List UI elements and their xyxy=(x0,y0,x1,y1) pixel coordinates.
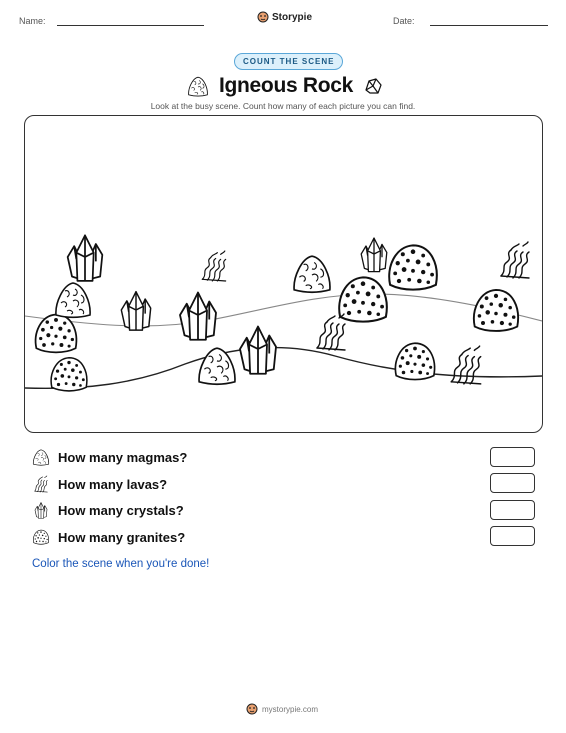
storypie-icon xyxy=(246,703,258,715)
footer xyxy=(246,703,318,715)
answer-box-crystals[interactable] xyxy=(490,500,535,520)
footer-url[interactable]: mystorypie.com xyxy=(262,704,319,714)
color-instruction: Color the scene when you're done! xyxy=(32,558,210,570)
question-text: How many crystals? xyxy=(58,502,184,518)
name-line[interactable] xyxy=(57,25,204,26)
storypie-icon xyxy=(257,11,269,23)
busy-scene xyxy=(24,115,543,433)
question-lavas xyxy=(32,475,167,493)
question-magmas xyxy=(32,448,187,466)
rock-icon xyxy=(363,76,383,96)
granite-icon xyxy=(32,528,50,546)
brand-logo xyxy=(257,11,312,23)
question-crystals xyxy=(32,501,184,519)
answer-box-magmas[interactable] xyxy=(490,447,535,467)
title-row xyxy=(185,73,385,99)
question-granites xyxy=(32,528,185,546)
page-title: Igneous Rock xyxy=(218,74,354,97)
lava-icon xyxy=(32,475,50,493)
scene-illustration xyxy=(25,116,542,432)
crystal-icon xyxy=(32,501,50,519)
date-label: Date: xyxy=(393,16,415,26)
magma-icon xyxy=(187,75,209,97)
magma-icon xyxy=(32,448,50,466)
answer-box-granites[interactable] xyxy=(490,526,535,546)
instructions: Look at the busy scene. Count how many of each picture you can find. xyxy=(150,101,416,111)
brand-name: Storypie xyxy=(272,11,313,23)
count-scene-badge: COUNT THE SCENE xyxy=(234,53,343,70)
question-text: How many granites? xyxy=(58,529,186,545)
question-text: How many magmas? xyxy=(58,449,188,465)
date-line[interactable] xyxy=(430,25,548,26)
question-text: How many lavas? xyxy=(58,476,168,492)
name-label: Name: xyxy=(19,16,46,26)
answer-box-lavas[interactable] xyxy=(490,473,535,493)
